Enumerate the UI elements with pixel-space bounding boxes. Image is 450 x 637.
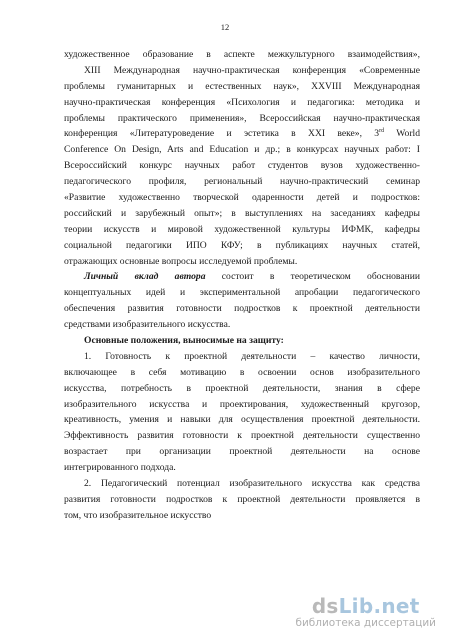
text-line: научно-практическая конференция «Психология и педагогика: методика и — [64, 96, 420, 108]
text-line: обеспечения развития готовности подростков к проектной деятельности — [64, 303, 420, 315]
text-line: теории искусств и мировой художественной культуры ИФМК, кафедры — [64, 223, 420, 235]
text-line: концептуальных идей и экспериментальной апробации педагогического — [64, 287, 420, 299]
page-number: 12 — [220, 22, 230, 32]
text-line: российский и зарубежный опыт»; в выступлениях на заседаниях кафедры — [64, 207, 420, 219]
text-line: проблемы практического применения», Всероссийская научно-практическая — [64, 112, 420, 124]
text-line: Эффективность развития готовности к проектной деятельности существенно — [64, 430, 420, 442]
watermark-tagline: библиотека диссертаций — [295, 617, 436, 629]
text-line: педагогического профиля, региональный научно-практический семинар — [64, 176, 420, 188]
text-line: возрастает при организации проектной деятельности на основе — [64, 446, 420, 458]
text-line: отражающих основные вопросы исследуемой проблемы. — [64, 255, 298, 267]
text-line: конференция «Литературоведение и эстетика в XXI веке», 3rd World — [64, 128, 420, 140]
text-line: развития готовности подростков к проектной деятельности проявляется в — [64, 493, 420, 505]
text-line: креативность, умения и навыки для осуществления проектной деятельности. — [64, 414, 420, 426]
personal-contribution-heading: Личный вклад автора — [84, 271, 206, 283]
document-body — [64, 47, 420, 524]
watermark-logo: dsLib.net — [311, 594, 420, 618]
text-line: том, что изобразительное искусство — [64, 509, 212, 521]
dslib-watermark — [295, 595, 436, 629]
text-line: «Развитие художественно творческой одаренности детей и подростков: — [64, 192, 420, 204]
text-line: Всероссийский конкурс научных работ студентов вузов художественно- — [64, 160, 420, 172]
text-line: интегрированного подхода. — [64, 462, 176, 474]
text-line: художественное образование в аспекте межкультурного взаимодействия», — [64, 49, 420, 60]
text-line: Личный вклад автора состоит в теоретическом обосновании — [84, 271, 420, 283]
text-line: XIII Международная научно-практическая конференция «Современные — [84, 64, 420, 76]
section-heading: Основные положения, выносимые на защиту: — [84, 335, 284, 347]
text-line: проблемы гуманитарных и естественных наук», XXVIII Международная — [64, 80, 420, 92]
text-line: средствами изобразительного искусства. — [64, 319, 231, 331]
text-line: социальной педагогики ИПО КФУ; в публикациях научных статей, — [64, 239, 420, 251]
text-line: 1. Готовность к проектной деятельности – качество личности, — [84, 350, 420, 362]
text-line: изобразительного искусства и проектирования, художественный кругозор, — [64, 398, 420, 410]
text-line: 2. Педагогический потенциал изобразительного искусства как средства — [84, 478, 420, 490]
text-line: искусства, потребность в проектной деятельности, знания в сфере — [64, 382, 420, 394]
text-line: включающее в себя мотивацию в освоении основ изобразительного — [64, 366, 420, 378]
text-line: Conference On Design, Arts and Education и др.; в конкурсах научных работ: I — [64, 144, 420, 156]
